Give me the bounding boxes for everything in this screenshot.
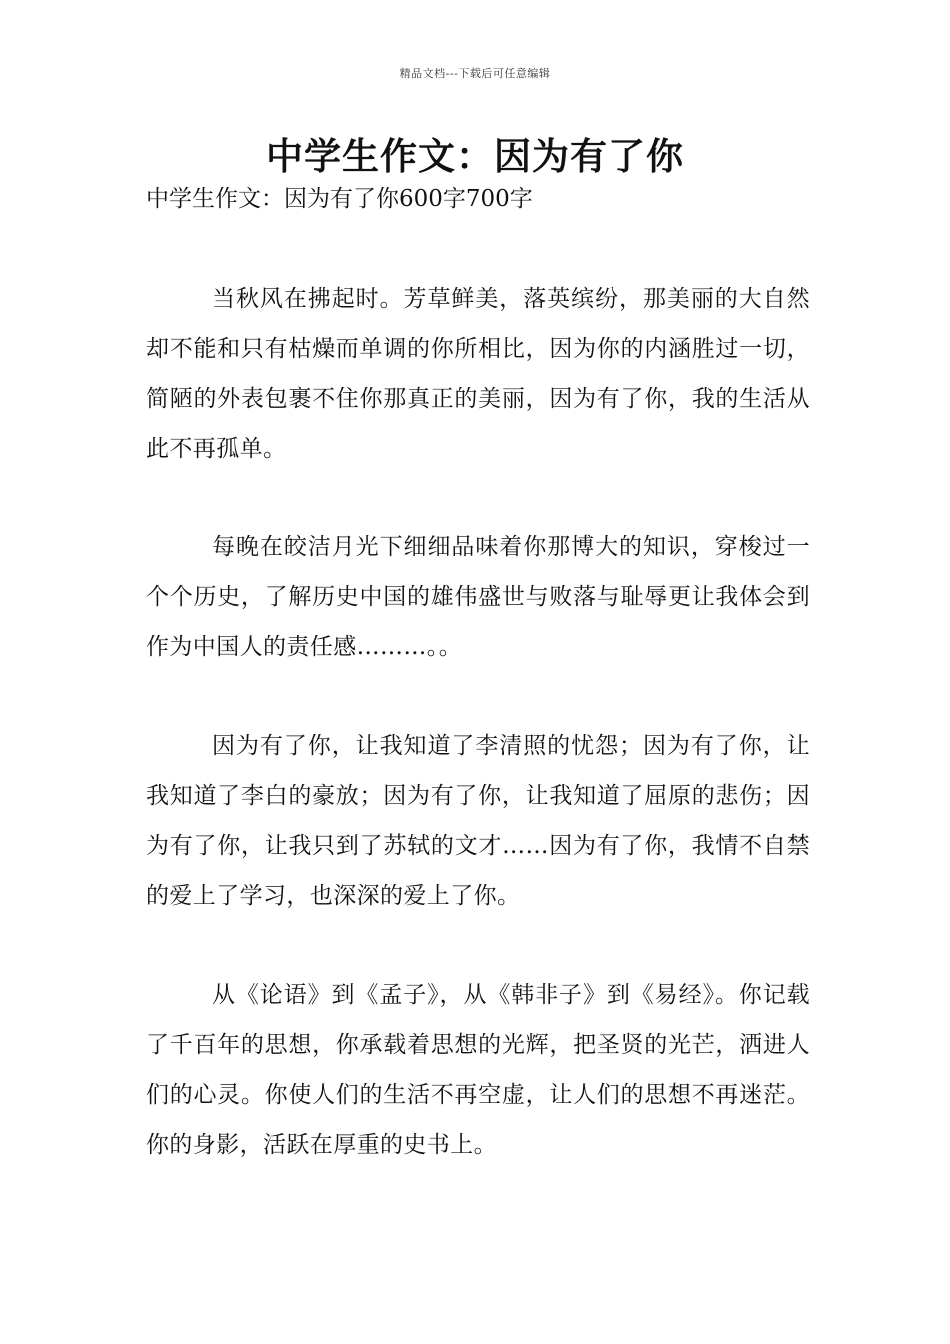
document-title: 中学生作文：因为有了你 xyxy=(266,135,684,178)
page-header-note: 精品文档---下载后可任意编辑 xyxy=(399,67,551,80)
document-subtitle: 中学生作文：因为有了你600字700字 xyxy=(146,186,533,212)
body-paragraph-1: 当秋风在拂起时。芳草鲜美，落英缤纷，那美丽的大自然却不能和只有枯燥而单调的你所相比，因为你的内涵胜过一切，简陋的外表包裹不住你那真正的美丽，因为有了你，我的生活从此不再孤单。 xyxy=(146,286,810,462)
body-paragraph-3: 因为有了你，让我知道了李清照的忧怨；因为有了你，让我知道了李白的豪放；因为有了你，让我知道了屈原的悲伤；因为有了你，让我只到了苏轼的文才……因为有了你，我情不自禁的爱上了学习，也深深的爱上了你。 xyxy=(146,733,810,909)
body-paragraph-2: 每晚在皎洁月光下细细品味着你那博大的知识，穿梭过一个个历史，了解历史中国的雄伟盛世与败落与耻辱更让我体会到作为中国人的责任感………。。 xyxy=(146,534,810,660)
body-paragraph-4: 从《论语》到《孟子》，从《韩非子》到《易经》。你记载了千百年的思想，你承载着思想的光辉，把圣贤的光芒，洒进人们的心灵。你使人们的生活不再空虚，让人们的思想不再迷茫。你的身影，活跃在厚重的史书上。 xyxy=(146,982,810,1158)
